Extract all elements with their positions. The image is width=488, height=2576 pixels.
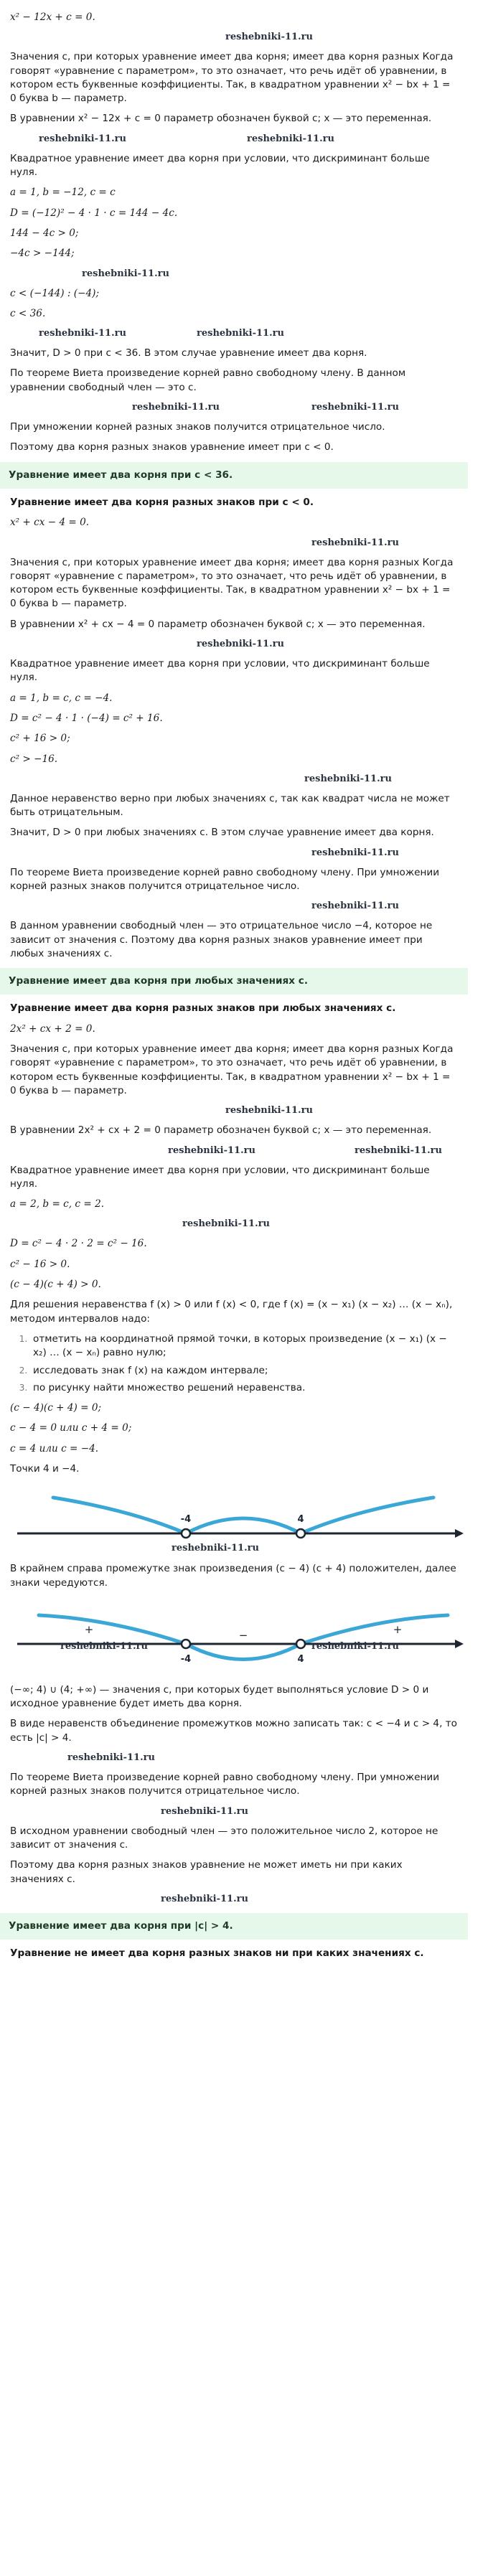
inequality-2b: c² > −16. <box>10 753 58 765</box>
disc-condition-2: Квадратное уравнение имеет два корня при условии, что дискриминант больше нуля. <box>10 658 430 684</box>
equation-1: x² − 12x + c = 0. <box>10 11 95 23</box>
inequality-form: В виде неравенств объединение промежутков можно записать так: c < −4 и c > 4, то есть |c| > 4. <box>10 1718 457 1744</box>
sign-left: + <box>84 1622 94 1636</box>
answer-heading: Уравнение имеет два корня разных знаков при любых значениях c. <box>10 1002 396 1015</box>
label-minus-4: -4 <box>180 1653 192 1665</box>
curve-left <box>53 1498 186 1533</box>
coefficients-1: a = 1, b = −12, c = c <box>10 187 116 199</box>
inequality-1a: 144 − 4c > 0; <box>10 227 79 239</box>
never-opposite-3: Поэтому два корня разных знаков уравнение не может иметь ни при каких значениях c. <box>10 1859 403 1885</box>
free-term-2: В данном уравнении свободный член — это отрицательное число −4, которое не зависит от значения c. Поэтому два корня разных знаков уравнение имеет при любых значениях c. <box>10 920 433 959</box>
point-minus-4 <box>182 1640 190 1648</box>
watermark: reshebniki-11.ru <box>161 1893 248 1904</box>
label-4: 4 <box>297 1653 304 1665</box>
discriminant-1: D = (−12)² − 4 · 1 · c = 144 − 4c. <box>10 207 178 219</box>
curve-middle <box>186 1518 301 1533</box>
watermark: reshebniki-11.ru <box>311 901 399 912</box>
disc-condition-1: Квадратное уравнение имеет два корня при условии, что дискриминант больше нуля. <box>10 152 430 179</box>
vieta-3: По теореме Виета произведение корней равно свободному члену. При умножении корней разных знаков получится отрицательное число. <box>10 1772 440 1797</box>
watermark: reshebniki-11.ru <box>161 1805 248 1817</box>
watermark: reshebniki-11.ru <box>247 133 334 144</box>
watermark: reshebniki-11.ru <box>39 133 126 144</box>
sign-right: + <box>393 1622 403 1636</box>
coefficients-2: a = 1, b = c, c = −4. <box>10 692 113 704</box>
param-3: В уравнении 2x² + cx + 2 = 0 параметр обозначен буквой c; x — это переменная. <box>10 1124 432 1137</box>
answer-heading: Уравнение имеет два корня разных знаков при c < 0. <box>10 496 314 508</box>
answer-box: Уравнение имеет два корня при любых значениях c. <box>0 968 468 995</box>
axis-arrow <box>455 1529 464 1538</box>
rightmost-sign: В крайнем справа промежутке знак произведения (c − 4) (c + 4) положителен, далее знаки чередуются. <box>10 1563 456 1589</box>
free-term-3: В исходном уравнении свободный член — это положительное число 2, которое не зависит от значения c. <box>10 1825 438 1851</box>
inequality-1c: c < (−144) : (−4); <box>10 287 100 299</box>
watermark: reshebniki-11.ru <box>197 328 284 339</box>
answer-box: Уравнение имеет два корня при |c| > 4. <box>0 1913 468 1940</box>
answer-box: Уравнение имеет два корня при c < 36. <box>0 462 468 489</box>
watermark: reshebniki-11.ru <box>355 1144 442 1156</box>
number-line-svg-2 <box>10 1597 469 1676</box>
inequality-1b: −4c > −144; <box>10 248 75 260</box>
watermark: reshebniki-11.ru <box>225 1105 313 1117</box>
vieta-2: По теореме Виета произведение корней равно свободному члену. При умножении корней разных знаков получится отрицательное число. <box>10 866 440 892</box>
wave-right <box>301 1615 448 1644</box>
d-positive-2: Значит, D > 0 при любых значениях c. В этом случае уравнение имеет два корня. <box>10 827 434 839</box>
roots-or: c − 4 = 0 или c + 4 = 0; <box>10 1422 132 1434</box>
answer-heading: Уравнение не имеет два корня разных знаков ни при каких значениях c. <box>10 1947 424 1960</box>
inequality-2a: c² + 16 > 0; <box>10 733 70 745</box>
coefficients-3: a = 2, b = c, c = 2. <box>10 1198 105 1211</box>
negative-1: Поэтому два корня разных знаков уравнение имеет при c < 0. <box>10 441 334 453</box>
watermark: reshebniki-11.ru <box>311 402 399 413</box>
equation-2: x² + cx − 4 = 0. <box>10 517 90 529</box>
interval-method: Для решения неравенства f (x) > 0 или f (x) < 0, где f (x) = (x − x₁) (x − x₂) … (x − xₙ), методом интервалов надо: <box>10 1299 453 1325</box>
vieta-1: По теореме Виета произведение корней равно свободному члену. В данном уравнении свободный член — это c. <box>10 367 406 393</box>
d-positive-1: Значит, D > 0 при c < 36. В этом случае уравнение имеет два корня. <box>10 347 367 359</box>
wave-left <box>39 1615 186 1644</box>
axis-arrow <box>455 1640 464 1648</box>
label-minus-4: -4 <box>180 1514 192 1526</box>
point-minus-4 <box>182 1529 190 1538</box>
watermark: reshebniki-11.ru <box>197 639 284 650</box>
watermark: reshebniki-11.ru <box>67 1752 155 1764</box>
curve-right <box>301 1498 433 1533</box>
watermark: reshebniki-11.ru <box>172 1543 259 1554</box>
number-line-figure-1 <box>10 1483 458 1555</box>
watermark: reshebniki-11.ru <box>60 1640 148 1652</box>
discriminant-3: D = c² − 4 · 2 · 2 = c² − 16. <box>10 1238 147 1250</box>
number-line-svg-1 <box>10 1483 469 1555</box>
watermark: reshebniki-11.ru <box>132 402 220 413</box>
intro-2: Значения c, при которых уравнение имеет два корня; имеет два корня разных Когда говорят «уравнение с параметром», то это означает, что речь идёт об уравнении, в котором есть буквенные коэффициенты. Так, в квадратном уравнении x² − bx + 1 = 0 буква b — параметр. <box>10 556 454 610</box>
watermark: reshebniki-11.ru <box>82 268 169 279</box>
watermark: reshebniki-11.ru <box>182 1218 270 1230</box>
inequality-3b: (c − 4)(c + 4) > 0. <box>10 1279 101 1291</box>
method-step: 2. исследовать знак f (x) на каждом интервале; <box>30 1364 458 1378</box>
watermark: reshebniki-11.ru <box>304 773 392 784</box>
inequality-1d: c < 36. <box>10 307 46 319</box>
method-step: 3. по рисунку найти множество решений неравенства. <box>30 1381 458 1395</box>
sign-middle: − <box>238 1628 248 1642</box>
always-true-2: Данное неравенство верно при любых значениях c, так как квадрат числа не может быть отрицательным. <box>10 792 450 819</box>
multiplication-1: При умножении корней разных знаков получится отрицательное число. <box>10 421 385 433</box>
watermark: reshebniki-11.ru <box>311 847 399 858</box>
disc-condition-3: Квадратное уравнение имеет два корня при условии, что дискриминант больше нуля. <box>10 1164 430 1190</box>
intro-3: Значения c, при которых уравнение имеет два корня; имеет два корня разных Когда говорят «уравнение с параметром», то это означает, что речь идёт об уравнении, в котором есть буквенные коэффициенты. Так, в квадратном уравнении x² − bx + 1 = 0 буква b — параметр. <box>10 1043 454 1096</box>
watermark: reshebniki-11.ru <box>168 1144 255 1156</box>
method-steps <box>10 1332 458 1395</box>
points-label: Точки 4 и −4. <box>10 1463 80 1475</box>
watermark: reshebniki-11.ru <box>311 537 399 548</box>
number-line-figure-2 <box>10 1597 458 1676</box>
discriminant-2: D = c² − 4 · 1 · (−4) = c² + 16. <box>10 712 163 724</box>
roots-values: c = 4 или c = −4. <box>10 1442 99 1454</box>
wave-middle <box>186 1644 301 1660</box>
intro-1: Значения c, при которых уравнение имеет два корня; имеет два корня разных Когда говорят «уравнение с параметром», то это означает, что речь идёт об уравнении, в котором есть буквенные коэффициенты. Так, в квадратном уравнении x² − bx + 1 = 0 буква b — параметр. <box>10 51 454 105</box>
label-4: 4 <box>297 1514 304 1526</box>
inequality-3a: c² − 16 > 0. <box>10 1258 70 1270</box>
point-4 <box>296 1529 305 1538</box>
watermark: reshebniki-11.ru <box>39 328 126 339</box>
method-step: 1. отметить на координатной прямой точки, в которых произведение (x − x₁) (x − x₂) … (x − xₙ) равно нулю; <box>30 1332 458 1360</box>
param-2: В уравнении x² + cx − 4 = 0 параметр обозначен буквой c; x — это переменная. <box>10 618 426 630</box>
watermark: reshebniki-11.ru <box>311 1640 399 1652</box>
zero-product: (c − 4)(c + 4) = 0; <box>10 1402 102 1414</box>
equation-3: 2x² + cx + 2 = 0. <box>10 1023 95 1035</box>
watermark: reshebniki-11.ru <box>225 32 313 43</box>
point-4 <box>296 1640 305 1648</box>
param-1: В уравнении x² − 12x + c = 0 параметр обозначен буквой c; x — это переменная. <box>10 113 432 125</box>
union-result: (−∞; 4) ∪ (4; +∞) — значения c, при которых будет выполняться условие D > 0 и исходное уравнение будет иметь два корня. <box>10 1683 429 1710</box>
